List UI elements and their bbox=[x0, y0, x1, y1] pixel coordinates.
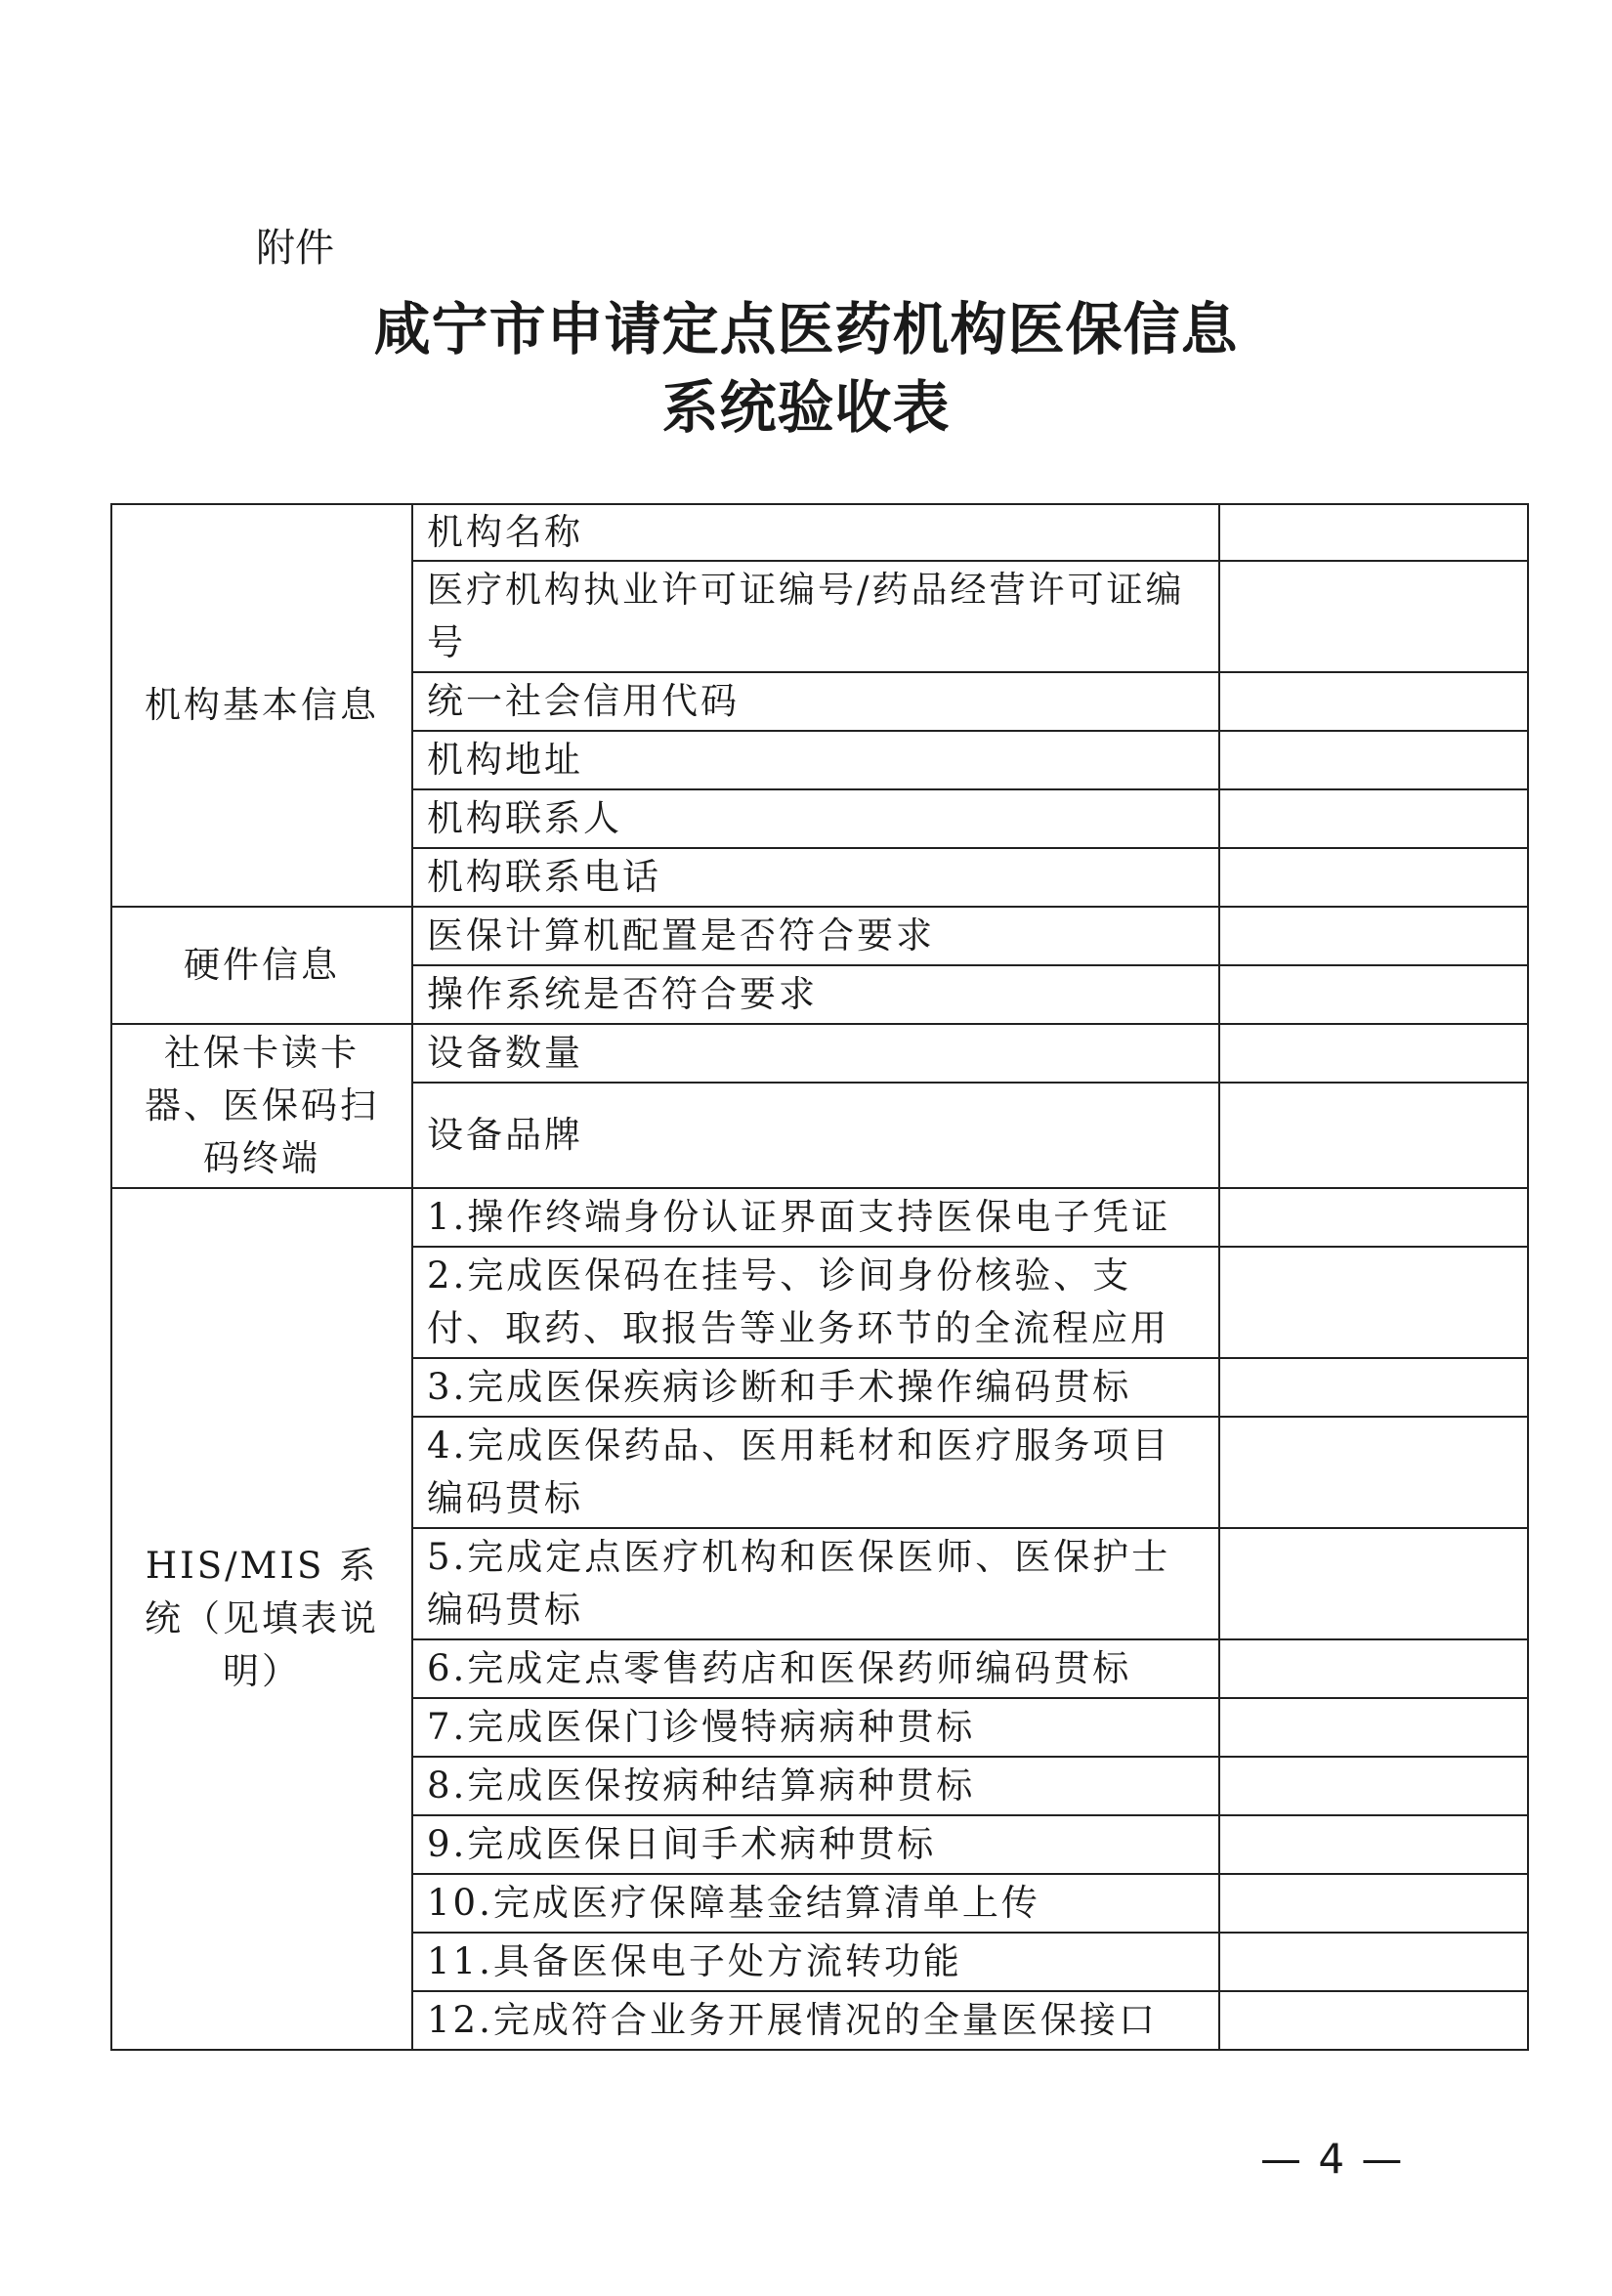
value-cell[interactable] bbox=[1219, 907, 1528, 965]
item-cell: 机构联系电话 bbox=[412, 848, 1219, 907]
acceptance-form-table bbox=[110, 503, 1529, 2051]
page-title-line1: 咸宁市申请定点医药机构医保信息 bbox=[373, 296, 1239, 362]
item-cell: 7.完成医保门诊慢特病病种贯标 bbox=[412, 1698, 1219, 1757]
page-title-line2: 系统验收表 bbox=[661, 374, 951, 441]
value-cell[interactable] bbox=[1219, 561, 1528, 672]
item-cell: 3.完成医保疾病诊断和手术操作编码贯标 bbox=[412, 1358, 1219, 1417]
value-cell[interactable] bbox=[1219, 672, 1528, 731]
item-cell: 操作系统是否符合要求 bbox=[412, 965, 1219, 1024]
value-cell[interactable] bbox=[1219, 1757, 1528, 1815]
item-cell: 统一社会信用代码 bbox=[412, 672, 1219, 731]
value-cell[interactable] bbox=[1219, 1358, 1528, 1417]
item-cell: 机构名称 bbox=[412, 504, 1219, 561]
item-cell: 医疗机构执业许可证编号/药品经营许可证编号 bbox=[412, 561, 1219, 672]
value-cell[interactable] bbox=[1219, 731, 1528, 789]
value-cell[interactable] bbox=[1219, 1815, 1528, 1874]
value-cell[interactable] bbox=[1219, 1528, 1528, 1639]
item-cell: 1.操作终端身份认证界面支持医保电子凭证 bbox=[412, 1188, 1219, 1247]
attachment-label: 附件 bbox=[256, 226, 334, 271]
item-cell: 8.完成医保按病种结算病种贯标 bbox=[412, 1757, 1219, 1815]
item-cell: 医保计算机配置是否符合要求 bbox=[412, 907, 1219, 965]
item-cell: 2.完成医保码在挂号、诊间身份核验、支付、取药、取报告等业务环节的全流程应用 bbox=[412, 1247, 1219, 1358]
category-cell-his-mis: HIS/MIS 系统（见填表说明） bbox=[111, 1188, 412, 2050]
page-number: — 4 — bbox=[1260, 2135, 1405, 2183]
value-cell[interactable] bbox=[1219, 1639, 1528, 1698]
item-cell: 10.完成医疗保障基金结算清单上传 bbox=[412, 1874, 1219, 1933]
category-cell-basic-info: 机构基本信息 bbox=[111, 504, 412, 907]
value-cell[interactable] bbox=[1219, 1417, 1528, 1528]
value-cell[interactable] bbox=[1219, 1083, 1528, 1188]
item-cell: 机构地址 bbox=[412, 731, 1219, 789]
item-cell: 6.完成定点零售药店和医保药师编码贯标 bbox=[412, 1639, 1219, 1698]
table-row bbox=[111, 504, 1528, 561]
item-cell: 5.完成定点医疗机构和医保医师、医保护士编码贯标 bbox=[412, 1528, 1219, 1639]
category-cell-hardware: 硬件信息 bbox=[111, 907, 412, 1024]
value-cell[interactable] bbox=[1219, 1024, 1528, 1083]
item-cell: 9.完成医保日间手术病种贯标 bbox=[412, 1815, 1219, 1874]
item-cell: 12.完成符合业务开展情况的全量医保接口 bbox=[412, 1991, 1219, 2050]
value-cell[interactable] bbox=[1219, 1698, 1528, 1757]
value-cell[interactable] bbox=[1219, 1247, 1528, 1358]
value-cell[interactable] bbox=[1219, 848, 1528, 907]
value-cell[interactable] bbox=[1219, 1874, 1528, 1933]
table-row bbox=[111, 1024, 1528, 1083]
category-cell-card-reader: 社保卡读卡器、医保码扫码终端 bbox=[111, 1024, 412, 1188]
value-cell[interactable] bbox=[1219, 1933, 1528, 1991]
value-cell[interactable] bbox=[1219, 1991, 1528, 2050]
value-cell[interactable] bbox=[1219, 1188, 1528, 1247]
item-cell: 设备品牌 bbox=[412, 1083, 1219, 1188]
value-cell[interactable] bbox=[1219, 504, 1528, 561]
item-cell: 11.具备医保电子处方流转功能 bbox=[412, 1933, 1219, 1991]
item-cell: 机构联系人 bbox=[412, 789, 1219, 848]
item-cell: 设备数量 bbox=[412, 1024, 1219, 1083]
table-row bbox=[111, 1188, 1528, 1247]
value-cell[interactable] bbox=[1219, 789, 1528, 848]
item-cell: 4.完成医保药品、医用耗材和医疗服务项目编码贯标 bbox=[412, 1417, 1219, 1528]
table-row bbox=[111, 907, 1528, 965]
value-cell[interactable] bbox=[1219, 965, 1528, 1024]
